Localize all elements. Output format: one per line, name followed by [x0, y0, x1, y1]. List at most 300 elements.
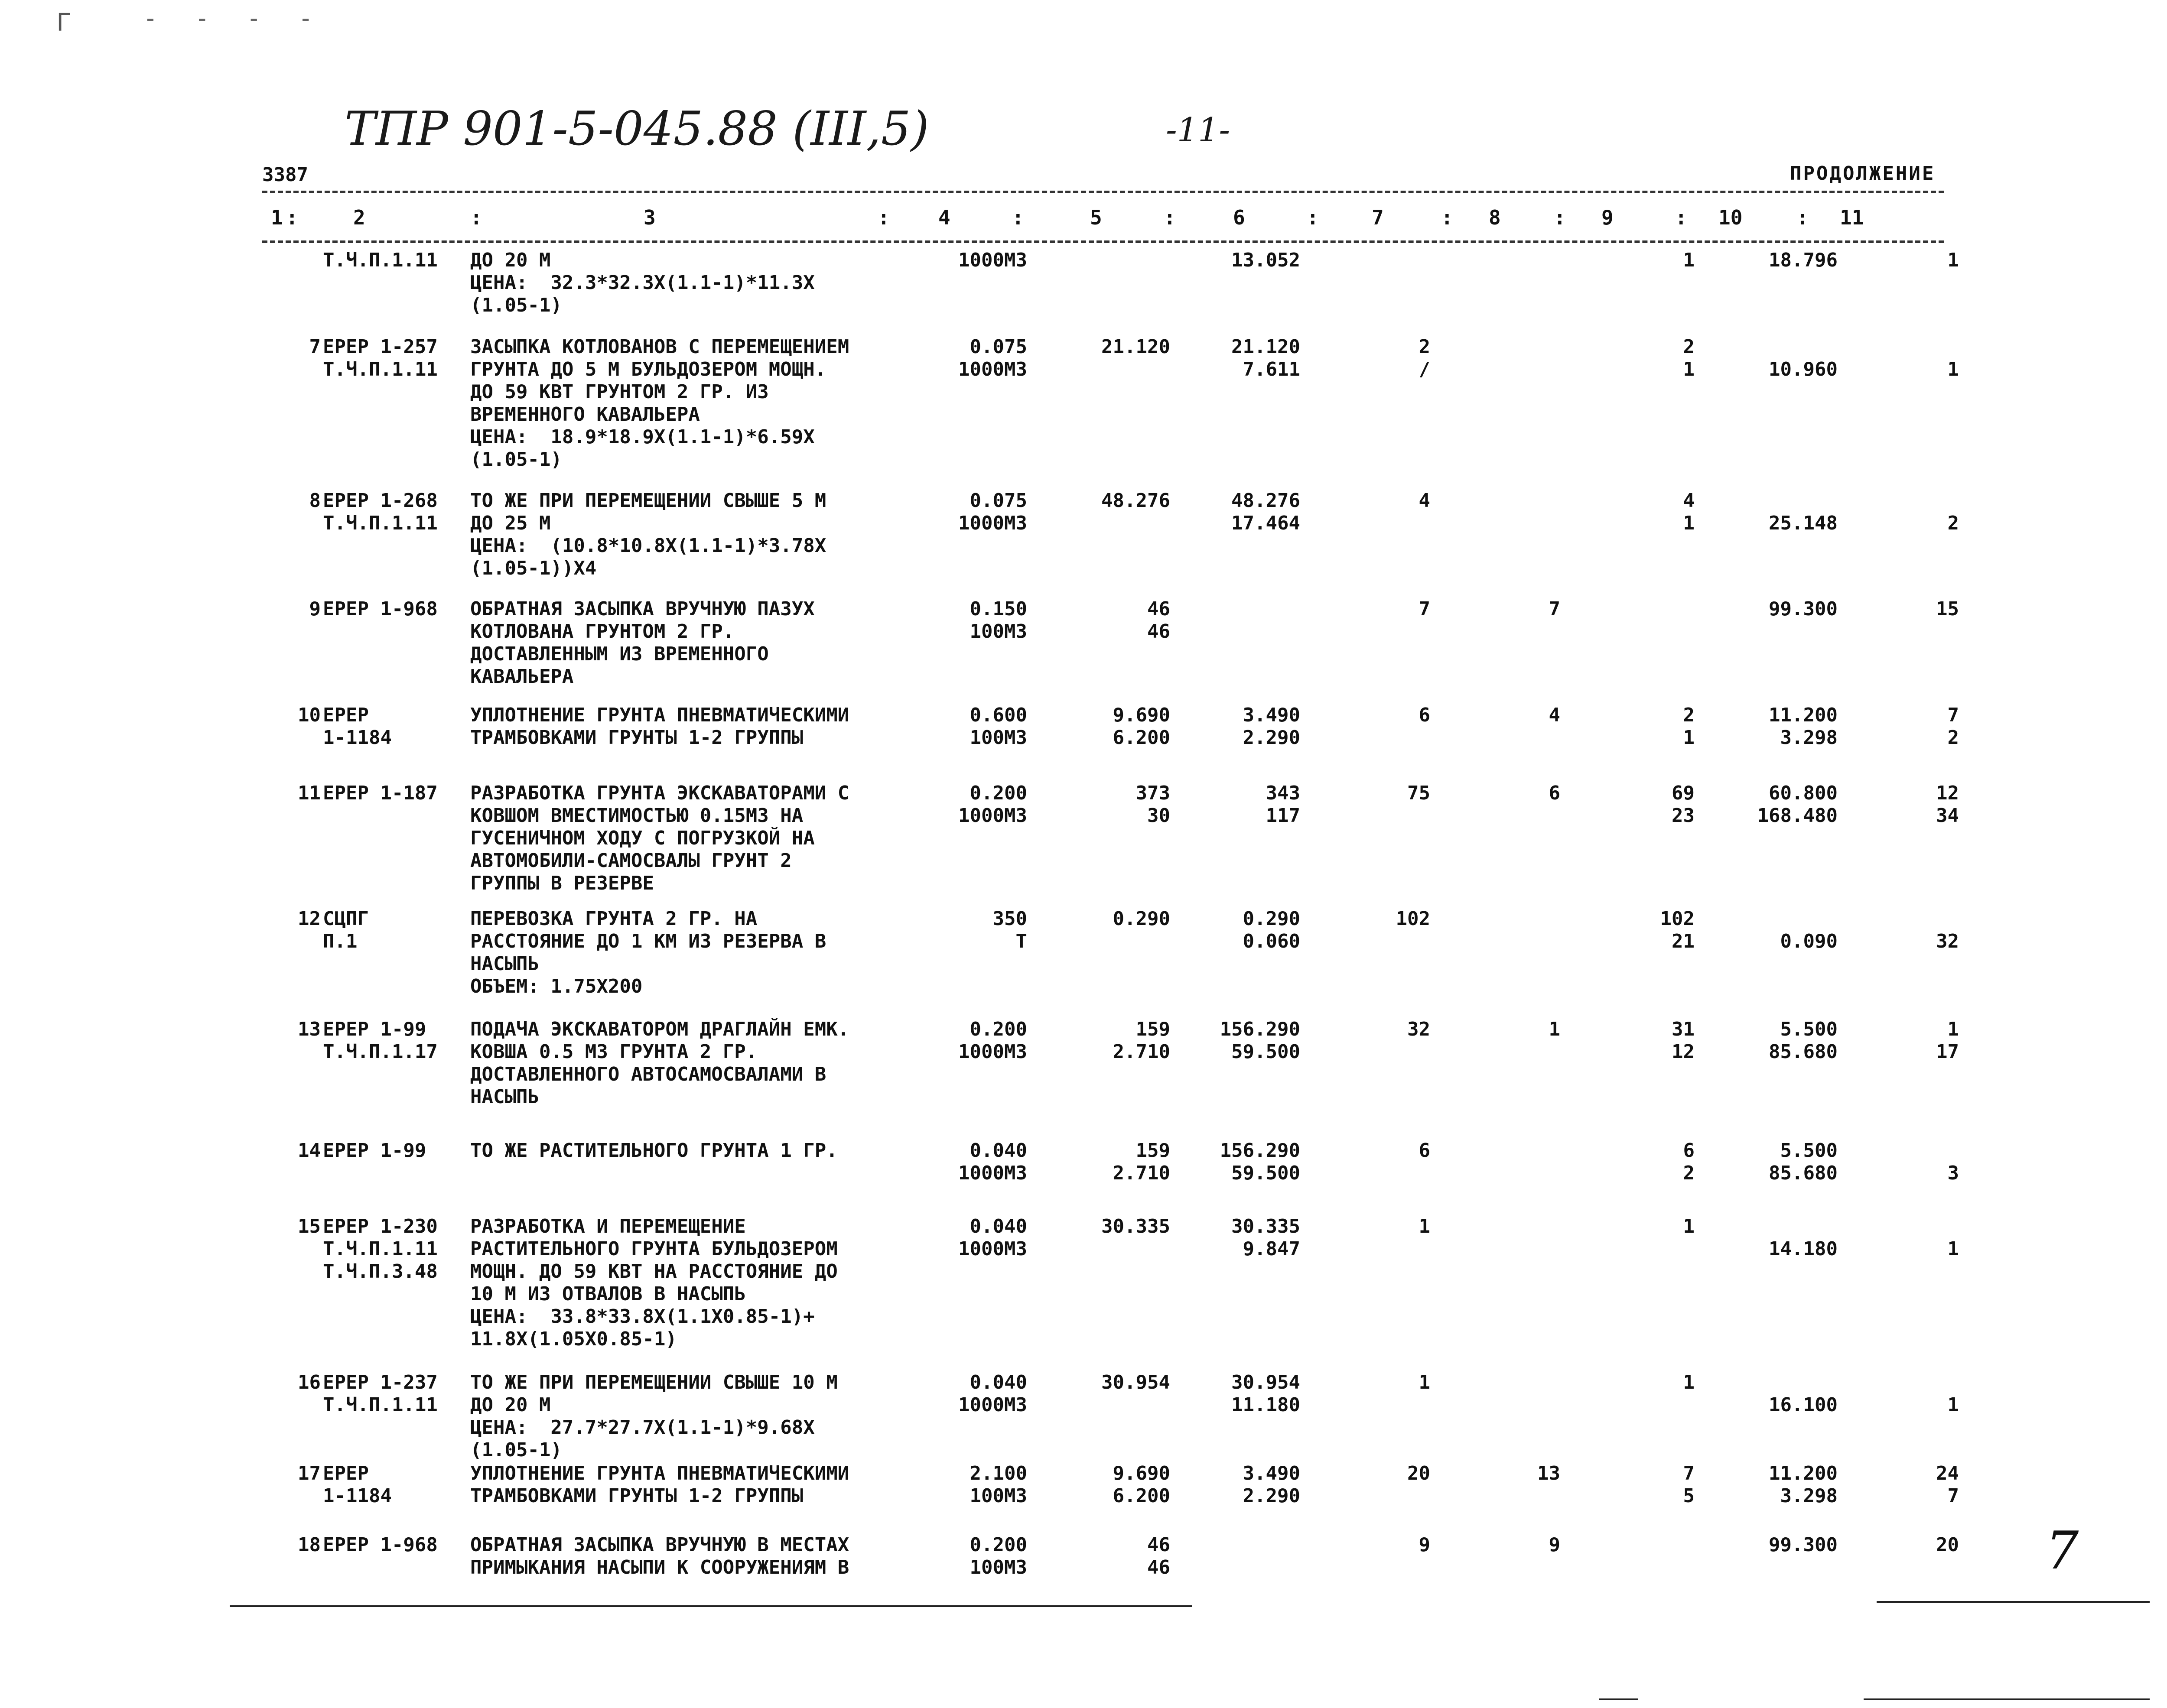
- col-9-value-line: 2: [1683, 704, 1695, 726]
- col-6-value: [1205, 1371, 1300, 1416]
- work-description-line: ЗАСЫПКА КОТЛОВАНОВ С ПЕРЕМЕЩЕНИЕМ: [470, 336, 849, 358]
- quantity-unit: [940, 1018, 1027, 1063]
- col-11-value-line: [1855, 908, 1959, 930]
- work-description-line: МОЩН. ДО 59 КВТ НА РАССТОЯНИЕ ДО: [470, 1260, 838, 1283]
- col-7-value: [1348, 598, 1430, 620]
- work-description-line: КАВАЛЬЕРА: [470, 666, 574, 688]
- col-11-value-line: 12: [1936, 782, 1959, 804]
- col-11-value: [1855, 1140, 1959, 1185]
- col-10-value: [1721, 336, 1838, 381]
- row-number: 9: [309, 598, 321, 620]
- col-11-value: [1855, 704, 1959, 749]
- col-6-value-line: 3.490: [1243, 1462, 1300, 1484]
- col-9-value-line: 4: [1683, 490, 1695, 512]
- col-10-value-line: 99.300: [1769, 1534, 1838, 1556]
- col-10-value: [1721, 598, 1838, 620]
- work-description-line: ЦЕНА: 33.8*33.8Х(1.1Х0.85-1)+: [470, 1305, 815, 1328]
- col-9-value-line: 1: [1683, 249, 1695, 271]
- col-5-value: [1053, 1462, 1170, 1507]
- work-description-line: ДОСТАВЛЕННОГО АВТОСАМОСВАЛАМИ В: [470, 1063, 826, 1085]
- rate-code: ЕРЕР 1-968: [323, 598, 438, 620]
- work-description-line: РАССТОЯНИЕ ДО 1 КМ ИЗ РЕЗЕРВА В: [470, 930, 826, 952]
- quantity-unit-line: Т: [1015, 930, 1027, 952]
- col-9-value: [1586, 336, 1695, 381]
- col-6-value: [1205, 1215, 1300, 1260]
- footer-line: [1877, 1601, 2150, 1603]
- col-8-value-line: 4: [1549, 704, 1560, 726]
- document-code: ТПР 901-5-045.88 (III,5): [345, 102, 929, 156]
- col-9-value: [1586, 1215, 1695, 1238]
- quantity-unit: [940, 1140, 1027, 1185]
- rate-code: ЕРЕР 1-187: [323, 782, 438, 804]
- col-11-value: [1855, 782, 1959, 827]
- col-6-value: [1205, 336, 1300, 381]
- work-description-line: ЦЕНА: 18.9*18.9Х(1.1-1)*6.59Х: [470, 426, 815, 448]
- rate-code: ЕРЕР 1-268 Т.Ч.П.1.11: [323, 490, 438, 534]
- col-11-value: [1855, 1534, 1959, 1556]
- col-10-value-line: 10.960: [1769, 358, 1838, 380]
- work-description-line: ОБРАТНАЯ ЗАСЫПКА ВРУЧНУЮ ПАЗУХ: [470, 598, 815, 620]
- col-5-value: [1053, 1534, 1170, 1579]
- col-11-value-line: 1: [1947, 249, 1959, 271]
- col-5-value: [1053, 1140, 1170, 1185]
- col-10-value-line: [1721, 490, 1838, 512]
- col-9-value: [1586, 782, 1695, 827]
- row-number: 13: [298, 1018, 321, 1040]
- col-5-value-line: 6.200: [1113, 727, 1170, 749]
- row-number: 16: [298, 1371, 321, 1393]
- quantity-unit-line: 0.200: [970, 1534, 1027, 1556]
- work-description-line: РАСТИТЕЛЬНОГО ГРУНТА БУЛЬДОЗЕРОМ: [470, 1238, 838, 1260]
- rate-code: ЕРЕР 1-99: [323, 1140, 426, 1162]
- quantity-unit-line: 1000М3: [958, 249, 1027, 271]
- col-6-value-line: 7.611: [1243, 358, 1300, 380]
- col-10-value: [1721, 782, 1838, 827]
- work-description: [470, 704, 956, 749]
- row-number: 11: [298, 782, 321, 804]
- table-body: [0, 249, 2167, 1614]
- quantity-unit-line: 0.075: [970, 336, 1027, 358]
- work-description: [470, 782, 956, 895]
- work-description-line: ДО 20 М: [470, 1394, 551, 1416]
- row-number: 7: [309, 336, 321, 358]
- col-8-value: [1452, 1462, 1560, 1485]
- col-9-value-line: 12: [1672, 1041, 1695, 1063]
- work-description: [470, 598, 956, 688]
- col-7-value: [1348, 1140, 1430, 1162]
- col-11-value-line: 1: [1947, 1238, 1959, 1260]
- rate-code: ЕРЕР 1-237 Т.Ч.П.1.11: [323, 1371, 438, 1416]
- col-8-value: [1452, 1534, 1560, 1556]
- col-7-value: [1348, 1215, 1430, 1238]
- work-description-line: НАСЫПЬ: [470, 1086, 539, 1108]
- col-5-value-line: 159: [1136, 1018, 1170, 1040]
- col-10-value: [1721, 908, 1838, 953]
- col-11-value-line: 20: [1936, 1534, 1959, 1556]
- header-separator: :: [1012, 206, 1024, 229]
- header-cell-11: 11: [1840, 206, 1864, 229]
- col-5-value-line: 373: [1136, 782, 1170, 804]
- work-description-line: ДОСТАВЛЕННЫМ ИЗ ВРЕМЕННОГО: [470, 643, 769, 665]
- top-dashes: - - - -: [143, 4, 325, 32]
- col-11-value-line: [1855, 336, 1959, 358]
- col-6-value-line: 2.290: [1243, 727, 1300, 749]
- col-10-value: [1721, 1534, 1838, 1556]
- col-6-value-line: 156.290: [1220, 1140, 1300, 1162]
- quantity-unit-line: 1000М3: [958, 1162, 1027, 1184]
- quantity-unit-line: 100М3: [970, 727, 1027, 749]
- col-10-value-line: 14.180: [1769, 1238, 1838, 1260]
- work-description-line: ЦЕНА: 27.7*27.7Х(1.1-1)*9.68Х: [470, 1416, 815, 1438]
- col-11-value-line: [1855, 490, 1959, 512]
- work-description-line: ЦЕНА: (10.8*10.8Х(1.1-1)*3.78Х: [470, 535, 826, 557]
- col-7-value-line: 6: [1419, 1140, 1430, 1162]
- header-separator: :: [470, 206, 482, 229]
- quantity-unit-line: 0.600: [970, 704, 1027, 726]
- col-10-value-line: 11.200: [1769, 704, 1838, 726]
- header-cell-7: 7: [1372, 206, 1384, 229]
- col-8-value: [1452, 782, 1560, 805]
- col-10-value-line: 168.480: [1757, 805, 1838, 827]
- col-8-value-line: 13: [1537, 1462, 1560, 1484]
- row-number: 8: [309, 490, 321, 512]
- col-6-value-line: 343: [1266, 782, 1300, 804]
- quantity-unit-line: 1000М3: [958, 1394, 1027, 1416]
- quantity-unit-line: 1000М3: [958, 805, 1027, 827]
- col-7-value-line: 7: [1419, 598, 1430, 620]
- col-10-value: [1721, 249, 1838, 272]
- continued-label: ПРОДОЛЖЕНИЕ: [1790, 162, 1936, 185]
- col-5-value-line: 6.200: [1113, 1485, 1170, 1507]
- col-8-value: [1452, 1018, 1560, 1041]
- col-5-value-line: 46: [1147, 598, 1170, 620]
- col-5-value-line: 48.276: [1101, 490, 1170, 512]
- col-11-value: [1855, 1215, 1959, 1260]
- col-9-value: [1586, 704, 1695, 749]
- col-5-value-line: 21.120: [1101, 336, 1170, 358]
- header-separator: :: [1164, 206, 1176, 229]
- work-description-line: ПРИМЫКАНИЯ НАСЫПИ К СООРУЖЕНИЯМ В: [470, 1556, 849, 1578]
- work-description-line: (1.05-1))Х4: [470, 557, 597, 579]
- col-7-value-line: 4: [1419, 490, 1430, 512]
- col-5-value-line: 46: [1147, 1556, 1170, 1578]
- col-6-value-line: 3.490: [1243, 704, 1300, 726]
- col-11-value: [1855, 1018, 1959, 1063]
- header-separator: :: [1441, 206, 1453, 229]
- col-6-value: [1205, 1018, 1300, 1063]
- col-8-value-line: 7: [1549, 598, 1560, 620]
- col-9-value-line: 6: [1683, 1140, 1695, 1162]
- work-description-line: ПЕРЕВОЗКА ГРУНТА 2 ГР. НА: [470, 908, 758, 930]
- col-10-value-line: 25.148: [1769, 512, 1838, 534]
- col-9-value-line: 21: [1672, 930, 1695, 952]
- col-10-value-line: 0.090: [1780, 930, 1838, 952]
- rate-code: ЕРЕР 1-1184: [323, 704, 392, 749]
- col-5-value-line: 9.690: [1113, 704, 1170, 726]
- col-6-value-line: 30.335: [1231, 1215, 1300, 1237]
- work-description-line: КОВШОМ ВМЕСТИМОСТЬЮ 0.15М3 НА: [470, 805, 804, 827]
- work-description-line: ДО 20 М: [470, 249, 551, 271]
- col-10-value-line: [1721, 336, 1838, 358]
- work-description-line: УПЛОТНЕНИЕ ГРУНТА ПНЕВМАТИЧЕСКИМИ: [470, 704, 849, 726]
- row-number: 12: [298, 908, 321, 930]
- col-11-value-line: 7: [1947, 1485, 1959, 1507]
- col-7-value-line: 2: [1419, 336, 1430, 358]
- quantity-unit-line: 1000М3: [958, 1041, 1027, 1063]
- col-7-value-line: 1: [1419, 1371, 1430, 1393]
- table-header-row: [262, 206, 1944, 236]
- col-10-value-line: [1721, 1371, 1838, 1394]
- col-5-value-line: 9.690: [1113, 1462, 1170, 1484]
- col-11-value-line: 15: [1936, 598, 1959, 620]
- work-description-line: 11.8Х(1.05Х0.85-1): [470, 1328, 677, 1350]
- col-5-value-line: 46: [1147, 1534, 1170, 1556]
- quantity-unit: [940, 1462, 1027, 1507]
- col-10-value-line: 85.680: [1769, 1162, 1838, 1184]
- work-description: [470, 1534, 956, 1579]
- quantity-unit-line: 1000М3: [958, 1238, 1027, 1260]
- col-6-value-line: 2.290: [1243, 1485, 1300, 1507]
- quantity-unit-line: 0.040: [970, 1215, 1027, 1237]
- quantity-unit-line: 0.040: [970, 1140, 1027, 1162]
- col-7-value-line: /: [1419, 358, 1430, 380]
- quantity-unit-line: 1000М3: [958, 358, 1027, 380]
- col-11-value-line: [1855, 1371, 1959, 1394]
- row-number: 18: [298, 1534, 321, 1556]
- col-7-value: [1348, 1534, 1430, 1556]
- header-cell-8: 8: [1489, 206, 1501, 229]
- work-description-line: УПЛОТНЕНИЕ ГРУНТА ПНЕВМАТИЧЕСКИМИ: [470, 1462, 849, 1484]
- work-description-line: ТРАМБОВКАМИ ГРУНТЫ 1-2 ГРУППЫ: [470, 1485, 804, 1507]
- sheet-mark: 7: [2046, 1521, 2079, 1581]
- header-cell-6: 6: [1233, 206, 1245, 229]
- rate-code: ЕРЕР 1-968: [323, 1534, 438, 1556]
- col-10-value: [1721, 1371, 1838, 1416]
- col-9-value-line: 5: [1683, 1485, 1695, 1507]
- quantity-unit-line: 100М3: [970, 1556, 1027, 1578]
- col-9-value-line: 1: [1683, 727, 1695, 749]
- col-9-value-line: 69: [1672, 782, 1695, 804]
- header-cell-4: 4: [938, 206, 950, 229]
- col-7-value-line: 6: [1419, 704, 1430, 726]
- quantity-unit: [940, 1371, 1027, 1416]
- work-description-line: РАЗРАБОТКА ГРУНТА ЭКСКАВАТОРАМИ С: [470, 782, 849, 804]
- work-description-line: (1.05-1): [470, 294, 562, 316]
- footer-line: [1599, 1698, 1638, 1700]
- col-7-value-line: 75: [1407, 782, 1430, 804]
- col-6-value: [1205, 490, 1300, 535]
- col-5-value: [1053, 1018, 1170, 1063]
- col-6-value-line: 0.290: [1243, 908, 1300, 930]
- row-number: 17: [298, 1462, 321, 1484]
- col-10-value: [1721, 1018, 1838, 1063]
- col-6-value-line: 13.052: [1231, 249, 1300, 271]
- col-10-value: [1721, 1140, 1838, 1185]
- work-description-line: 10 М ИЗ ОТВАЛОВ В НАСЫПЬ: [470, 1283, 746, 1305]
- col-10-value-line: 85.680: [1769, 1041, 1838, 1063]
- header-top-rule: [262, 191, 1944, 193]
- col-9-value-line: 1: [1683, 512, 1695, 534]
- col-11-value-line: 2: [1947, 512, 1959, 534]
- col-6-value-line: 59.500: [1231, 1162, 1300, 1184]
- col-5-value-line: 2.710: [1113, 1162, 1170, 1184]
- header-cell-5: 5: [1090, 206, 1102, 229]
- col-10-value: [1721, 704, 1838, 749]
- quantity-unit: [940, 704, 1027, 749]
- col-6-value: [1205, 782, 1300, 827]
- row-number: [277, 249, 321, 272]
- col-6-value-line: 21.120: [1231, 336, 1300, 358]
- rate-code: СЦПГ П.1: [323, 908, 369, 952]
- col-5-value: [1053, 336, 1170, 358]
- col-6-value: [1205, 249, 1300, 272]
- work-description-line: КОТЛОВАНА ГРУНТОМ 2 ГР.: [470, 620, 735, 643]
- col-6-value: [1205, 1140, 1300, 1185]
- col-8-value-line: 1: [1549, 1018, 1560, 1040]
- col-5-value: [1053, 704, 1170, 749]
- col-7-value: [1348, 490, 1430, 512]
- col-8-value-line: 6: [1549, 782, 1560, 804]
- rate-code: ЕРЕР 1-1184: [323, 1462, 392, 1507]
- col-10-value-line: [1721, 908, 1838, 930]
- quantity-unit: [940, 249, 1027, 272]
- header-cell-9: 9: [1601, 206, 1614, 229]
- col-7-value-line: 1: [1419, 1215, 1430, 1237]
- work-description-line: ТО ЖЕ ПРИ ПЕРЕМЕЩЕНИИ СВЫШЕ 10 М: [470, 1371, 838, 1393]
- work-description-line: ЦЕНА: 32.3*32.3Х(1.1-1)*11.3Х: [470, 272, 815, 294]
- col-5-value-line: 159: [1136, 1140, 1170, 1162]
- work-description-line: ГРУППЫ В РЕЗЕРВЕ: [470, 872, 654, 894]
- col-5-value-line: 0.290: [1113, 908, 1170, 930]
- col-10-value-line: [1721, 1215, 1838, 1238]
- quantity-unit: [940, 908, 1027, 953]
- col-9-value: [1586, 249, 1695, 272]
- col-9-value: [1586, 490, 1695, 535]
- col-10-value-line: 3.298: [1780, 1485, 1838, 1507]
- col-10-value: [1721, 490, 1838, 535]
- col-5-value: [1053, 490, 1170, 512]
- work-description-line: ДО 25 М: [470, 512, 551, 534]
- col-6-value-line: 156.290: [1220, 1018, 1300, 1040]
- rate-code: ЕРЕР 1-99 Т.Ч.П.1.17: [323, 1018, 438, 1063]
- col-8-value-line: 9: [1549, 1534, 1560, 1556]
- header-separator: :: [286, 206, 298, 229]
- col-9-value-line: 7: [1683, 1462, 1695, 1484]
- col-5-value: [1053, 908, 1170, 930]
- header-separator: :: [1554, 206, 1566, 229]
- col-9-value: [1586, 1018, 1695, 1063]
- quantity-unit: [940, 336, 1027, 381]
- sheet-number: 3387: [262, 164, 308, 186]
- col-11-value: [1855, 1371, 1959, 1416]
- quantity-unit-line: 0.200: [970, 782, 1027, 804]
- col-11-value-line: 1: [1947, 1018, 1959, 1040]
- col-9-value-line: 2: [1683, 336, 1695, 358]
- col-9-value: [1586, 1462, 1695, 1507]
- col-9-value-line: 1: [1683, 358, 1695, 380]
- rate-code: ЕРЕР 1-230 Т.Ч.П.1.11 Т.Ч.П.3.48: [323, 1215, 438, 1283]
- col-10-value-line: 5.500: [1780, 1018, 1838, 1040]
- quantity-unit-line: 0.075: [970, 490, 1027, 512]
- work-description-line: (1.05-1): [470, 448, 562, 471]
- work-description-line: ВРЕМЕННОГО КАВАЛЬЕРА: [470, 403, 700, 425]
- quantity-unit-line: 1000М3: [958, 512, 1027, 534]
- col-10-value-line: 5.500: [1780, 1140, 1838, 1162]
- header-cell-3: 3: [644, 206, 656, 229]
- work-description-line: ТРАМБОВКАМИ ГРУНТЫ 1-2 ГРУППЫ: [470, 727, 804, 749]
- col-6-value: [1205, 704, 1300, 749]
- header-cell-2: 2: [353, 206, 365, 229]
- col-6-value-line: 17.464: [1231, 512, 1300, 534]
- quantity-unit-line: 0.200: [970, 1018, 1027, 1040]
- quantity-unit: [940, 782, 1027, 827]
- quantity-unit-line: 100М3: [970, 620, 1027, 643]
- col-11-value-line: [1855, 1215, 1959, 1238]
- col-11-value: [1855, 1462, 1959, 1507]
- col-7-value: [1348, 704, 1430, 727]
- col-8-value: [1452, 704, 1560, 727]
- col-5-value: [1053, 782, 1170, 827]
- col-6-value-line: 117: [1266, 805, 1300, 827]
- col-11-value: [1855, 490, 1959, 535]
- col-7-value-line: 32: [1407, 1018, 1430, 1040]
- row-number: 15: [298, 1215, 321, 1237]
- quantity-unit-line: 2.100: [970, 1462, 1027, 1484]
- col-8-value: [1452, 598, 1560, 620]
- quantity-unit-line: 350: [992, 908, 1027, 930]
- work-description-line: ДО 59 КВТ ГРУНТОМ 2 ГР. ИЗ: [470, 381, 769, 403]
- work-description: [470, 1371, 956, 1461]
- col-6-value-line: 9.847: [1243, 1238, 1300, 1260]
- col-7-value-line: 20: [1407, 1462, 1430, 1484]
- work-description: [470, 1018, 956, 1108]
- quantity-unit-line: 0.150: [970, 598, 1027, 620]
- col-5-value: [1053, 598, 1170, 643]
- col-5-value: [1053, 1215, 1170, 1238]
- col-11-value-line: 17: [1936, 1041, 1959, 1063]
- corner-mark: Г: [56, 9, 71, 37]
- col-5-value-line: 30.335: [1101, 1215, 1170, 1237]
- header-cell-10: 10: [1718, 206, 1743, 229]
- col-11-value-line: 34: [1936, 805, 1959, 827]
- col-9-value: [1586, 1140, 1695, 1185]
- col-7-value: [1348, 908, 1430, 930]
- col-7-value: [1348, 782, 1430, 805]
- header-bottom-rule: [262, 240, 1944, 243]
- col-10-value-line: 18.796: [1769, 249, 1838, 271]
- work-description-line: ГРУНТА ДО 5 М БУЛЬДОЗЕРОМ МОЩН.: [470, 358, 826, 380]
- col-6-value-line: 48.276: [1231, 490, 1300, 512]
- header-cell-1: 1: [271, 206, 283, 229]
- work-description: [470, 1140, 956, 1162]
- col-7-value-line: 9: [1419, 1534, 1430, 1556]
- work-description: [470, 1215, 956, 1351]
- col-9-value-line: 31: [1672, 1018, 1695, 1040]
- col-11-value-line: [1855, 1140, 1959, 1162]
- col-5-value-line: 30: [1147, 805, 1170, 827]
- work-description-line: КОВША 0.5 М3 ГРУНТА 2 ГР.: [470, 1041, 758, 1063]
- header-separator: :: [1675, 206, 1687, 229]
- work-description-line: ОБРАТНАЯ ЗАСЫПКА ВРУЧНУЮ В МЕСТАХ: [470, 1534, 849, 1556]
- col-10-value-line: 99.300: [1769, 598, 1838, 620]
- work-description-line: ГУСЕНИЧНОМ ХОДУ С ПОГРУЗКОЙ НА: [470, 827, 815, 849]
- col-11-value-line: 7: [1947, 704, 1959, 726]
- col-11-value-line: 24: [1936, 1462, 1959, 1484]
- work-description-line: НАСЫПЬ: [470, 953, 539, 975]
- col-10-value: [1721, 1462, 1838, 1507]
- work-description-line: РАЗРАБОТКА И ПЕРЕМЕЩЕНИЕ: [470, 1215, 746, 1237]
- work-description-line: ПОДАЧА ЭКСКАВАТОРОМ ДРАГЛАЙН ЕМК.: [470, 1018, 849, 1040]
